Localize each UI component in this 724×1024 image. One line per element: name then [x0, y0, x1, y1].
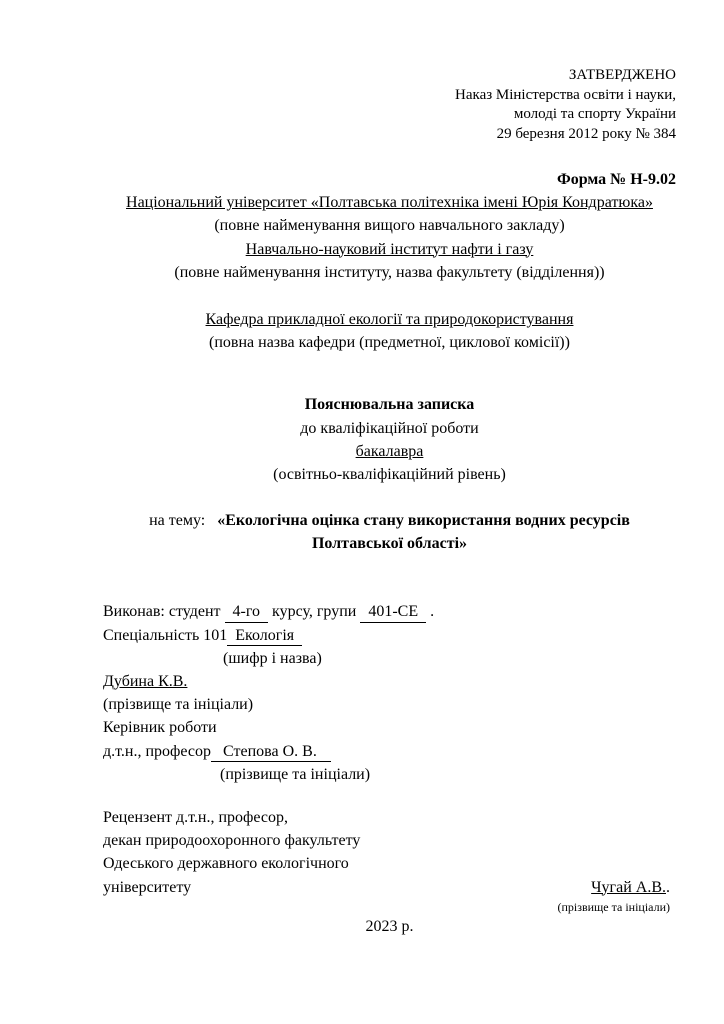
course-value: 4-го — [225, 603, 269, 622]
group-value: 401-СЕ — [360, 603, 426, 622]
reviewer-line-4 — [103, 876, 676, 899]
performed-prefix: Виконав: студент — [103, 603, 221, 621]
topic-text-line-2: Полтавської області» — [311, 535, 468, 553]
supervisor-label: Керівник роботи — [103, 719, 217, 737]
topic-text-line-1: «Екологічна оцінка стану використання водних ресурсів — [217, 512, 630, 530]
doc-subtype: до кваліфікаційної роботи — [300, 419, 479, 437]
approval-line-3: молоді та спорту України — [513, 106, 676, 122]
university-name: Національний університет «Полтавська політехніка імені Юрія Кондратюка» — [126, 194, 653, 212]
supervisor-note: (прізвище та ініціали) — [220, 765, 371, 783]
degree-note: (освітньо-кваліфікаційний рівень) — [273, 465, 506, 483]
topic-label: на тему: — [149, 512, 210, 530]
university-block — [103, 191, 676, 284]
supervisor-name: Степова О. В. — [211, 743, 331, 762]
author-note: (прізвище та ініціали) — [103, 696, 254, 714]
approval-block — [103, 66, 676, 144]
department-note: (повна назва кафедри (предметної, циклової комісії)) — [209, 334, 570, 352]
performed-suffix: . — [426, 603, 435, 621]
supervisor-line — [103, 740, 676, 763]
department-block — [103, 308, 676, 354]
title-block — [103, 393, 676, 486]
reviewer-line-3: Одеського державного екологічного — [103, 855, 349, 873]
topic-line-1 — [103, 509, 676, 532]
author-name: Дубина К.В. — [103, 673, 188, 690]
reviewer-name: Чугай А.В. — [591, 878, 666, 896]
doc-type-title: Пояснювальна записка — [304, 396, 475, 414]
topic-block — [103, 509, 676, 555]
performed-line — [103, 600, 676, 623]
approval-line-4: 29 березня 2012 року № 384 — [496, 125, 676, 142]
author-block — [103, 600, 676, 786]
specialty-note: (шифр і назва) — [223, 649, 322, 667]
institute-note: (повне найменування інституту, назва факультету (відділення)) — [174, 263, 605, 281]
author-name-line — [103, 670, 676, 693]
reviewer-name-wrap — [591, 876, 676, 899]
reviewer-line-2: декан природоохоронного факультету — [103, 832, 361, 850]
reviewer-block — [103, 806, 676, 916]
specialty-name: Екологія — [227, 627, 302, 646]
university-name-note: (повне найменування вищого навчального закладу) — [214, 217, 565, 235]
reviewer-line-1: Рецензент д.т.н., професор, — [103, 808, 289, 826]
department-name: Кафедра прикладної екології та природокористування — [205, 310, 574, 328]
approval-line-1: ЗАТВЕРДЖЕНО — [568, 67, 676, 83]
reviewer-note: (прізвище та ініціали) — [557, 899, 670, 914]
reviewer-name-suffix: . — [666, 878, 670, 896]
specialty-line — [103, 624, 676, 647]
form-number: Форма № Н-9.02 — [556, 171, 676, 188]
approval-line-2: Наказ Міністерства освіти і науки, — [455, 86, 676, 103]
supervisor-prefix: д.т.н., професор — [103, 742, 212, 760]
reviewer-line-4-text: університету — [103, 878, 192, 896]
institute-name: Навчально-науковий інститут нафти і газу — [245, 240, 534, 258]
year-line: 2023 р. — [365, 918, 414, 936]
degree-level: бакалавра — [355, 442, 424, 460]
specialty-prefix: Спеціальність 101 — [103, 626, 228, 644]
performed-mid: курсу, групи — [272, 603, 357, 621]
